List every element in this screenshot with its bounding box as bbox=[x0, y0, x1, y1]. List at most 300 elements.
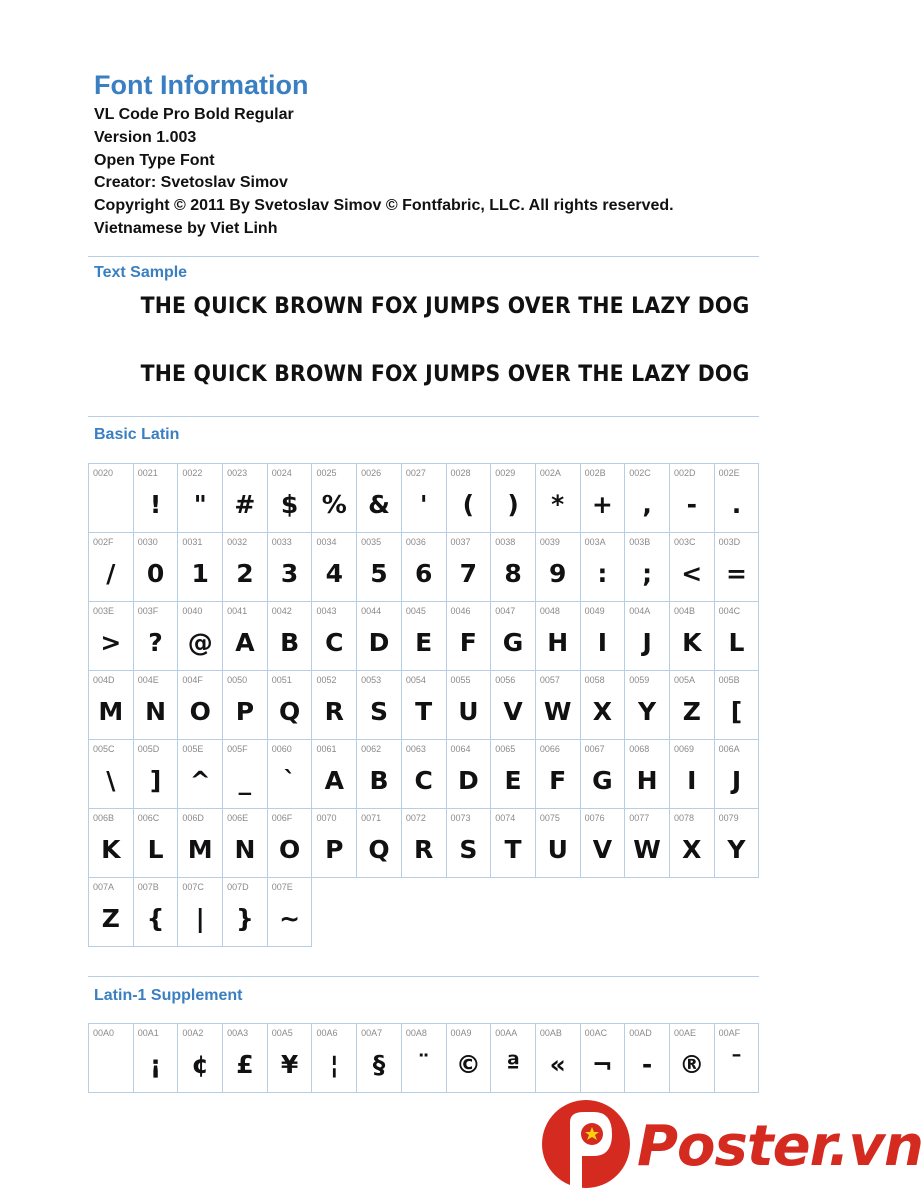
glyph-cell bbox=[401, 808, 447, 878]
glyph-code: 0023 bbox=[227, 468, 248, 478]
glyph-code: 00A9 bbox=[450, 1028, 472, 1038]
glyph-char: B bbox=[369, 766, 389, 795]
glyph-code: 00AD bbox=[629, 1028, 652, 1038]
glyph-char: G bbox=[502, 628, 524, 657]
glyph-code: 004F bbox=[182, 675, 203, 685]
glyph-code: 0040 bbox=[182, 606, 203, 616]
glyph-char: N bbox=[234, 835, 256, 864]
glyph-code: 00A6 bbox=[316, 1028, 338, 1038]
glyph-code: 0027 bbox=[405, 468, 426, 478]
glyph-char: ¦ bbox=[329, 1050, 339, 1079]
glyph-cell bbox=[446, 670, 492, 740]
glyph-code: 004D bbox=[93, 675, 115, 685]
glyph-cell bbox=[669, 808, 715, 878]
glyph-char: X bbox=[592, 697, 613, 726]
glyph-code: 0066 bbox=[539, 744, 560, 754]
glyph-cell bbox=[580, 601, 626, 671]
glyph-code: 005E bbox=[182, 744, 204, 754]
glyph-cell bbox=[177, 1023, 223, 1093]
glyph-code: 002F bbox=[93, 537, 114, 547]
glyph-code: 003F bbox=[137, 606, 159, 616]
glyph-cell bbox=[714, 739, 760, 809]
glyph-char: ¥ bbox=[280, 1050, 299, 1079]
glyph-cell bbox=[222, 808, 268, 878]
glyph-cell bbox=[133, 601, 179, 671]
glyph-code: 0059 bbox=[629, 675, 650, 685]
glyph-char: § bbox=[372, 1050, 386, 1079]
glyph-code: 007B bbox=[137, 882, 159, 892]
glyph-cell bbox=[356, 808, 402, 878]
font-creator: Creator: Svetoslav Simov bbox=[94, 174, 288, 192]
text-sample-line: THE QUICK BROWN FOX JUMPS OVER THE LAZY DOG bbox=[140, 294, 750, 319]
page-title: Font Information bbox=[94, 70, 309, 100]
glyph-char: H bbox=[636, 766, 658, 795]
glyph-code: 0031 bbox=[182, 537, 203, 547]
glyph-cell bbox=[580, 739, 626, 809]
glyph-cell bbox=[490, 808, 536, 878]
glyph-cell bbox=[490, 532, 536, 602]
glyph-char: : bbox=[597, 559, 608, 588]
glyph-code: 0020 bbox=[93, 468, 114, 478]
glyph-char: 5 bbox=[370, 559, 388, 588]
text-sample-line: THE QUICK BROWN FOX JUMPS OVER THE LAZY DOG bbox=[140, 362, 750, 387]
glyph-code: 00A5 bbox=[271, 1028, 293, 1038]
glyph-cell bbox=[267, 532, 313, 602]
glyph-cell bbox=[580, 808, 626, 878]
glyph-char: < bbox=[681, 559, 703, 588]
glyph-cell bbox=[490, 601, 536, 671]
glyph-code: 0075 bbox=[539, 813, 560, 823]
glyph-cell bbox=[535, 601, 581, 671]
glyph-code: 002D bbox=[673, 468, 696, 478]
glyph-char: " bbox=[193, 490, 207, 519]
glyph-code: 0056 bbox=[495, 675, 516, 685]
glyph-cell bbox=[624, 670, 670, 740]
glyph-cell bbox=[624, 532, 670, 602]
glyph-char: - bbox=[641, 1050, 653, 1079]
font-type: Open Type Font bbox=[94, 151, 215, 169]
glyph-cell bbox=[401, 1023, 447, 1093]
glyph-char: M bbox=[98, 697, 124, 726]
glyph-cell bbox=[133, 532, 179, 602]
glyph-code: 00AA bbox=[495, 1028, 518, 1038]
glyph-cell bbox=[177, 808, 223, 878]
glyph-char: W bbox=[543, 697, 572, 726]
glyph-char: ª bbox=[505, 1050, 521, 1079]
glyph-char: ¢ bbox=[191, 1050, 209, 1079]
glyph-char: } bbox=[236, 904, 254, 933]
glyph-code: 00AF bbox=[718, 1028, 741, 1038]
glyph-char: Z bbox=[101, 904, 120, 933]
glyph-cell bbox=[133, 670, 179, 740]
glyph-code: 0035 bbox=[361, 537, 382, 547]
glyph-code: 004C bbox=[718, 606, 741, 616]
glyph-code: 004B bbox=[673, 606, 695, 616]
glyph-cell bbox=[177, 670, 223, 740]
glyph-code: 00AB bbox=[539, 1028, 562, 1038]
glyph-cell bbox=[133, 877, 179, 947]
glyph-char: G bbox=[592, 766, 613, 795]
glyph-code: 0078 bbox=[673, 813, 694, 823]
glyph-cell bbox=[535, 463, 581, 533]
glyph-char: ~ bbox=[279, 904, 301, 933]
glyph-code: 0024 bbox=[271, 468, 292, 478]
glyph-code: 007A bbox=[93, 882, 115, 892]
glyph-char: N bbox=[145, 697, 166, 726]
glyph-cell bbox=[311, 1023, 357, 1093]
glyph-char: I bbox=[597, 628, 608, 657]
glyph-code: 005B bbox=[718, 675, 740, 685]
glyph-code: 004E bbox=[137, 675, 159, 685]
glyph-code: 006C bbox=[137, 813, 160, 823]
glyph-char: { bbox=[146, 904, 165, 933]
glyph-cell bbox=[714, 808, 760, 878]
glyph-cell bbox=[669, 670, 715, 740]
glyph-char: . bbox=[731, 490, 742, 519]
glyph-code: 0025 bbox=[316, 468, 337, 478]
glyph-cell bbox=[580, 670, 626, 740]
latin1-supplement-grid bbox=[88, 1023, 758, 1092]
glyph-cell bbox=[401, 532, 447, 602]
glyph-cell bbox=[177, 739, 223, 809]
glyph-char: ? bbox=[148, 628, 163, 657]
glyph-cell bbox=[401, 670, 447, 740]
glyph-code: 0070 bbox=[316, 813, 337, 823]
glyph-code: 003B bbox=[629, 537, 651, 547]
glyph-code: 0062 bbox=[361, 744, 382, 754]
glyph-char: E bbox=[415, 628, 433, 657]
glyph-code: 0064 bbox=[450, 744, 471, 754]
glyph-char: 7 bbox=[459, 559, 478, 588]
glyph-char: ^ bbox=[189, 766, 211, 795]
glyph-code: 0051 bbox=[271, 675, 292, 685]
glyph-char: D bbox=[368, 628, 390, 657]
glyph-code: 004A bbox=[629, 606, 651, 616]
glyph-cell bbox=[446, 808, 492, 878]
glyph-cell bbox=[624, 808, 670, 878]
glyph-code: 00AE bbox=[673, 1028, 696, 1038]
glyph-char: B bbox=[280, 628, 300, 657]
glyph-cell bbox=[714, 670, 760, 740]
glyph-char: 4 bbox=[325, 559, 343, 588]
glyph-code: 0076 bbox=[584, 813, 605, 823]
glyph-code: 003D bbox=[718, 537, 741, 547]
glyph-char: # bbox=[234, 490, 256, 519]
glyph-char: 8 bbox=[504, 559, 522, 588]
glyph-code: 0038 bbox=[495, 537, 516, 547]
glyph-char: P bbox=[325, 835, 344, 864]
glyph-code: 007C bbox=[182, 882, 204, 892]
glyph-char: - bbox=[686, 490, 697, 519]
glyph-char: L bbox=[728, 628, 745, 657]
glyph-code: 007E bbox=[271, 882, 293, 892]
glyph-cell bbox=[177, 877, 223, 947]
glyph-code: 00A1 bbox=[137, 1028, 159, 1038]
glyph-char: Y bbox=[638, 697, 657, 726]
glyph-code: 003C bbox=[673, 537, 696, 547]
glyph-code: 0028 bbox=[450, 468, 471, 478]
glyph-cell bbox=[222, 739, 268, 809]
glyph-cell bbox=[133, 739, 179, 809]
glyph-cell bbox=[669, 1023, 715, 1093]
glyph-cell bbox=[535, 1023, 581, 1093]
glyph-cell bbox=[446, 532, 492, 602]
glyph-cell bbox=[311, 601, 357, 671]
glyph-char: R bbox=[324, 697, 344, 726]
glyph-char: S bbox=[459, 835, 478, 864]
glyph-char: ` bbox=[283, 766, 296, 795]
glyph-char: O bbox=[278, 835, 301, 864]
glyph-cell bbox=[580, 1023, 626, 1093]
basic-latin-grid bbox=[88, 463, 758, 946]
glyph-cell bbox=[88, 739, 134, 809]
glyph-char: [ bbox=[730, 697, 743, 726]
glyph-code: 0049 bbox=[584, 606, 605, 616]
glyph-code: 00A8 bbox=[405, 1028, 427, 1038]
glyph-char: ] bbox=[149, 766, 162, 795]
glyph-char: C bbox=[325, 628, 344, 657]
glyph-code: 0022 bbox=[182, 468, 203, 478]
glyph-char: T bbox=[504, 835, 522, 864]
glyph-char: = bbox=[725, 559, 747, 588]
glyph-code: 0045 bbox=[405, 606, 426, 616]
glyph-code: 005F bbox=[227, 744, 248, 754]
glyph-char: > bbox=[100, 628, 122, 657]
glyph-char: X bbox=[682, 835, 702, 864]
glyph-code: 0021 bbox=[137, 468, 158, 478]
glyph-code: 00A3 bbox=[227, 1028, 249, 1038]
glyph-cell bbox=[133, 808, 179, 878]
glyph-cell bbox=[88, 463, 134, 533]
glyph-code: 006D bbox=[182, 813, 204, 823]
glyph-cell bbox=[88, 670, 134, 740]
glyph-cell bbox=[535, 808, 581, 878]
glyph-char: ¨ bbox=[417, 1050, 430, 1079]
glyph-code: 0055 bbox=[450, 675, 471, 685]
glyph-cell bbox=[222, 463, 268, 533]
glyph-char: \ bbox=[106, 766, 116, 795]
glyph-char: C bbox=[414, 766, 433, 795]
glyph-cell bbox=[356, 1023, 402, 1093]
glyph-char: U bbox=[458, 697, 479, 726]
glyph-code: 0033 bbox=[271, 537, 292, 547]
glyph-char: % bbox=[321, 490, 347, 519]
glyph-code: 0058 bbox=[584, 675, 605, 685]
glyph-cell bbox=[490, 463, 536, 533]
glyph-char: 1 bbox=[191, 559, 209, 588]
glyph-cell bbox=[311, 463, 357, 533]
font-details bbox=[94, 104, 674, 241]
glyph-cell bbox=[88, 877, 134, 947]
glyph-cell bbox=[267, 601, 313, 671]
glyph-char: ¡ bbox=[149, 1050, 162, 1079]
glyph-code: 0037 bbox=[450, 537, 471, 547]
glyph-code: 0068 bbox=[629, 744, 650, 754]
glyph-cell bbox=[177, 601, 223, 671]
glyph-char: @ bbox=[187, 628, 213, 657]
glyph-cell bbox=[356, 670, 402, 740]
glyph-char: Q bbox=[278, 697, 301, 726]
glyph-code: 0077 bbox=[629, 813, 650, 823]
glyph-code: 003E bbox=[93, 606, 115, 616]
glyph-cell bbox=[222, 670, 268, 740]
glyph-char: ; bbox=[642, 559, 653, 588]
glyph-cell bbox=[311, 670, 357, 740]
glyph-char: V bbox=[592, 835, 613, 864]
glyph-code: 0054 bbox=[405, 675, 426, 685]
glyph-cell bbox=[714, 601, 760, 671]
glyph-cell bbox=[535, 670, 581, 740]
glyph-cell bbox=[311, 739, 357, 809]
glyph-cell bbox=[267, 739, 313, 809]
glyph-code: 0067 bbox=[584, 744, 605, 754]
glyph-code: 0060 bbox=[271, 744, 292, 754]
glyph-code: 00A0 bbox=[93, 1028, 115, 1038]
text-sample-title: Text Sample bbox=[94, 264, 188, 281]
glyph-cell bbox=[490, 1023, 536, 1093]
glyph-cell bbox=[222, 532, 268, 602]
glyph-code: 0041 bbox=[227, 606, 248, 616]
glyph-code: 0048 bbox=[539, 606, 560, 616]
glyph-cell bbox=[267, 1023, 313, 1093]
glyph-cell bbox=[669, 463, 715, 533]
font-localization: Vietnamese by Viet Linh bbox=[94, 219, 278, 237]
poster-logo-text: Poster.vn bbox=[637, 1114, 923, 1179]
glyph-code: 006E bbox=[227, 813, 249, 823]
font-name: VL Code Pro Bold Regular bbox=[94, 106, 294, 123]
glyph-char: © bbox=[455, 1050, 481, 1079]
glyph-cell bbox=[446, 739, 492, 809]
glyph-char: ) bbox=[507, 490, 519, 519]
glyph-char: ' bbox=[419, 490, 428, 519]
glyph-cell bbox=[356, 739, 402, 809]
poster-logo bbox=[540, 1092, 923, 1197]
glyph-code: 00AC bbox=[584, 1028, 608, 1038]
glyph-char: £ bbox=[236, 1050, 254, 1079]
glyph-code: 00A2 bbox=[182, 1028, 204, 1038]
glyph-code: 0036 bbox=[405, 537, 426, 547]
glyph-char: J bbox=[642, 628, 652, 657]
glyph-char: ! bbox=[149, 490, 162, 519]
glyph-char: , bbox=[642, 490, 652, 519]
glyph-code: 0079 bbox=[718, 813, 739, 823]
glyph-cell bbox=[222, 601, 268, 671]
glyph-cell bbox=[714, 532, 760, 602]
glyph-code: 006A bbox=[718, 744, 740, 754]
glyph-char: ¬ bbox=[591, 1050, 613, 1079]
glyph-cell bbox=[177, 463, 223, 533]
glyph-code: 007D bbox=[227, 882, 249, 892]
glyph-code: 0044 bbox=[361, 606, 382, 616]
glyph-code: 005C bbox=[93, 744, 115, 754]
glyph-char: & bbox=[368, 490, 390, 519]
glyph-char: M bbox=[187, 835, 213, 864]
glyph-char: F bbox=[459, 628, 477, 657]
glyph-cell bbox=[133, 463, 179, 533]
glyph-code: 0034 bbox=[316, 537, 337, 547]
font-copyright: Copyright © 2011 By Svetoslav Simov © Fontfabric, LLC. All rights reserved. bbox=[94, 197, 674, 215]
glyph-char: 3 bbox=[280, 559, 299, 588]
glyph-cell bbox=[490, 670, 536, 740]
glyph-char: 0 bbox=[146, 559, 165, 588]
glyph-char: D bbox=[457, 766, 479, 795]
glyph-cell bbox=[580, 532, 626, 602]
glyph-char: V bbox=[503, 697, 523, 726]
glyph-char: L bbox=[147, 835, 164, 864]
glyph-char: 9 bbox=[549, 559, 567, 588]
glyph-char: K bbox=[682, 628, 702, 657]
glyph-cell bbox=[88, 601, 134, 671]
glyph-code: 0069 bbox=[673, 744, 694, 754]
glyph-cell bbox=[535, 739, 581, 809]
glyph-char: A bbox=[324, 766, 344, 795]
glyph-cell bbox=[88, 808, 134, 878]
glyph-cell bbox=[401, 739, 447, 809]
glyph-char: J bbox=[731, 766, 742, 795]
glyph-code: 002E bbox=[718, 468, 740, 478]
divider bbox=[88, 256, 759, 257]
glyph-char: W bbox=[633, 835, 661, 864]
glyph-code: 0050 bbox=[227, 675, 248, 685]
glyph-char: R bbox=[414, 835, 434, 864]
glyph-code: 0057 bbox=[539, 675, 560, 685]
glyph-code: 0039 bbox=[539, 537, 560, 547]
glyph-cell bbox=[669, 739, 715, 809]
glyph-cell bbox=[401, 601, 447, 671]
glyph-code: 0071 bbox=[361, 813, 382, 823]
glyph-char: 2 bbox=[236, 559, 254, 588]
glyph-cell bbox=[133, 1023, 179, 1093]
glyph-code: 0052 bbox=[316, 675, 337, 685]
glyph-cell bbox=[267, 808, 313, 878]
glyph-char: | bbox=[195, 904, 205, 933]
basic-latin-title: Basic Latin bbox=[94, 426, 180, 443]
glyph-cell bbox=[490, 739, 536, 809]
glyph-cell bbox=[311, 808, 357, 878]
glyph-char: 6 bbox=[414, 559, 433, 588]
glyph-code: 0063 bbox=[405, 744, 426, 754]
glyph-code: 006B bbox=[93, 813, 115, 823]
glyph-cell bbox=[669, 532, 715, 602]
glyph-cell bbox=[714, 1023, 760, 1093]
glyph-char: $ bbox=[280, 490, 299, 519]
divider bbox=[88, 416, 759, 417]
glyph-code: 0032 bbox=[227, 537, 248, 547]
glyph-char: P bbox=[235, 697, 255, 726]
glyph-code: 0042 bbox=[271, 606, 292, 616]
glyph-cell bbox=[446, 601, 492, 671]
glyph-code: 0072 bbox=[405, 813, 426, 823]
glyph-char: E bbox=[504, 766, 522, 795]
glyph-cell bbox=[535, 532, 581, 602]
glyph-char: _ bbox=[238, 766, 252, 795]
latin1-supplement-title: Latin-1 Supplement bbox=[94, 987, 243, 1004]
glyph-code: 0073 bbox=[450, 813, 471, 823]
glyph-cell bbox=[446, 1023, 492, 1093]
glyph-code: 0061 bbox=[316, 744, 337, 754]
glyph-char: ¯ bbox=[730, 1050, 743, 1079]
glyph-char: Z bbox=[682, 697, 701, 726]
glyph-char: H bbox=[547, 628, 569, 657]
glyph-code: 003A bbox=[584, 537, 606, 547]
glyph-cell bbox=[669, 601, 715, 671]
glyph-char: / bbox=[106, 559, 116, 588]
glyph-cell bbox=[714, 463, 760, 533]
glyph-cell bbox=[401, 463, 447, 533]
glyph-code: 0026 bbox=[361, 468, 382, 478]
glyph-cell bbox=[222, 877, 268, 947]
glyph-cell bbox=[624, 463, 670, 533]
